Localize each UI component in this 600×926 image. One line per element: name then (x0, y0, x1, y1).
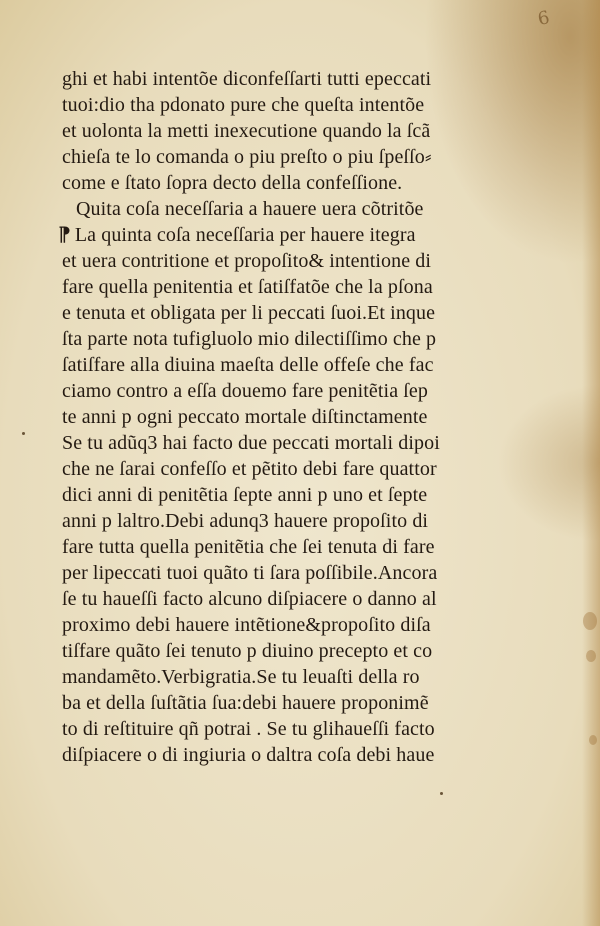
text-line-content: La quinta coſa neceſſaria per hauere itegra (74, 224, 416, 246)
text-line: che ne ſarai confeſſo et pẽtito debi fare quattor (62, 458, 437, 480)
text-line: ghi et habi intentõe diconfeſſarti tutti epeccati (62, 68, 432, 90)
page-edge-shadow (582, 0, 600, 926)
text-line-heading: Quita coſa neceſſaria a hauere uera cõtritõe (76, 198, 424, 220)
ink-dot (440, 792, 443, 795)
text-line: diſpiacere o di ingiuria o daltra coſa debi haue (62, 744, 435, 766)
text-line: mandamẽto.Verbigratia.Se tu leuaſti della ro (62, 666, 420, 688)
stain-spot (589, 735, 597, 745)
ink-dot (22, 432, 25, 435)
text-line: fare quella penitentia et ſatiſfatõe che la pſona (62, 276, 433, 298)
text-line: ſta parte nota tufigluolo mio dilectiſſimo che p (62, 328, 437, 350)
text-line: dici anni di penitẽtia ſepte anni p uno et ſepte (62, 484, 428, 506)
text-block (58, 66, 482, 768)
text-line: et uera contritione et propoſito& intentione di (62, 250, 432, 272)
text-line: ba et della ſuſtãtia ſua:debi hauere proponimẽ (62, 692, 429, 714)
text-line: chieſa te lo comanda o piu preſto o piu ſpeſſo⸗ (62, 146, 432, 168)
text-line: come e ſtato ſopra decto della confeſſione. (62, 172, 403, 194)
text-line: e tenuta et obligata per li peccati ſuoi.Et inque (62, 302, 436, 324)
text-line: per lipeccati tuoi quãto ti ſara poſſibile.Ancora (62, 562, 438, 584)
text-line: tuoi:dio tha pdonato pure che queſta intentõe (62, 94, 425, 116)
text-line: to di reſtituire qñ potrai . Se tu glihaueſſi facto (62, 718, 435, 740)
stain-spot (583, 612, 597, 630)
text-line: Se tu adũq3 hai facto due peccati mortali dipoi (62, 432, 440, 454)
text-line: anni p laltro.Debi adunq3 hauere propoſito di (62, 510, 429, 532)
text-line: fare tutta quella penitẽtia che ſei tenuta di fare (62, 536, 435, 558)
text-line: ſatiſfare alla diuina maeſta delle offeſe che fac (62, 354, 434, 376)
text-line-paragraph-start (58, 222, 482, 248)
text-line: proximo debi hauere intẽtione&propoſito diſa (62, 614, 431, 636)
text-line: ciamo contro a eſſa douemo fare penitẽtia ſep (62, 380, 429, 402)
folio-mark: 6 (535, 7, 552, 30)
text-line: te anni p ogni peccato mortale diſtinctamente (62, 406, 428, 428)
text-line: tiſfare quãto ſei tenuto p diuino precepto et co (62, 640, 433, 662)
stain-spot (586, 650, 596, 662)
pilcrow-mark: ⁋ (58, 224, 71, 246)
text-line: ſe tu haueſſi facto alcuno diſpiacere o danno al (62, 588, 437, 610)
text-line: et uolonta la metti inexecutione quando la ſcã (62, 120, 431, 142)
